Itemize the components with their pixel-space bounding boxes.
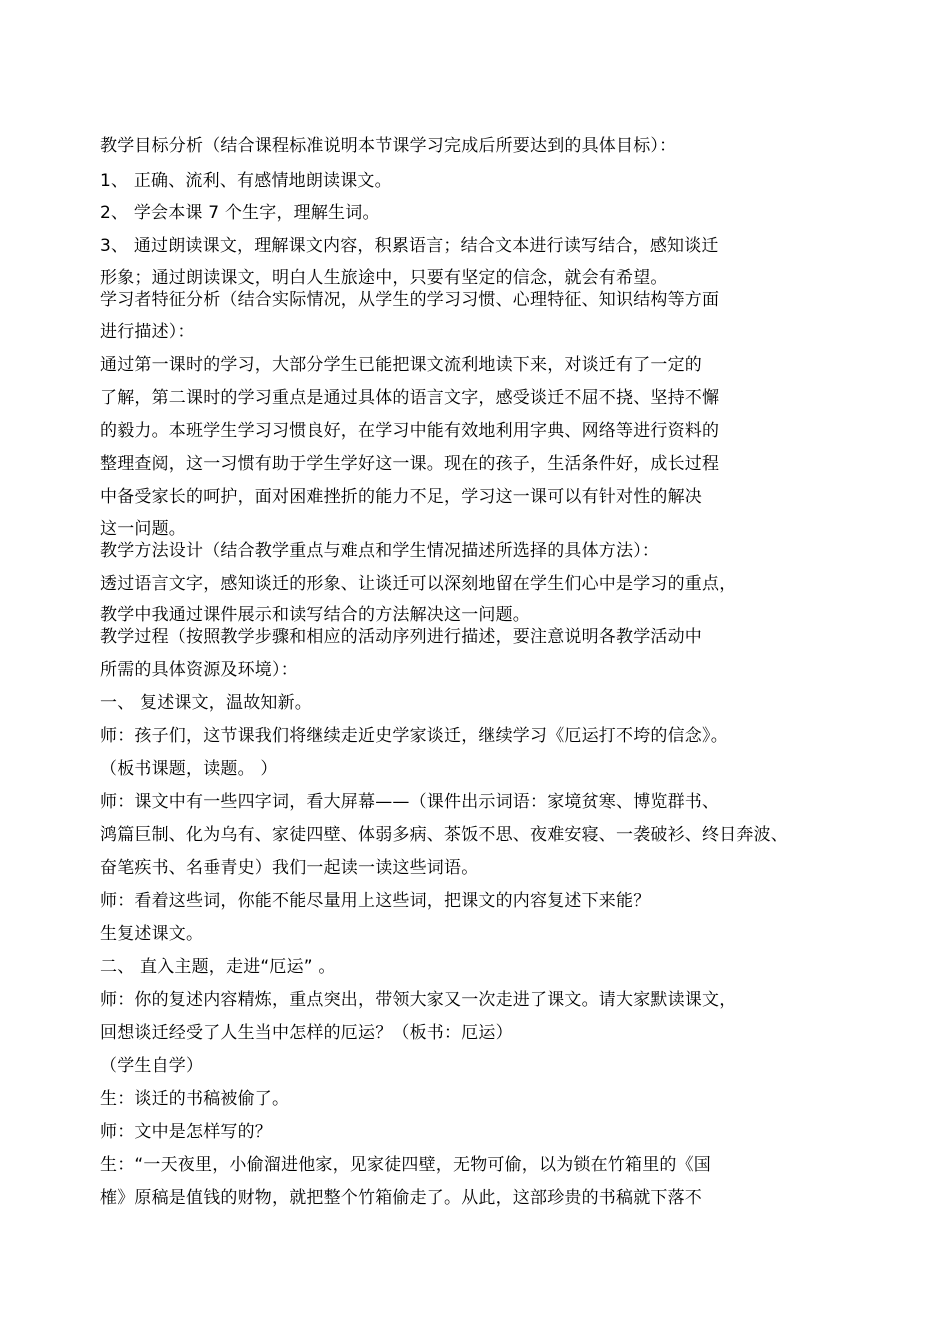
dialogue-line: 师：孩子们，这节课我们将继续走近史学家谈迁，继续学习《厄运打不垮的信念》。 bbox=[100, 726, 728, 746]
goal-item-3-cont: 形象；通过朗读课文，明白人生旅途中，只要有坚定的信念，就会有希望。 bbox=[100, 268, 668, 288]
heading-method-design: 教学方法设计（结合教学重点与难点和学生情况描述所选择的具体方法）： bbox=[100, 541, 660, 561]
heading-learner-analysis: 学习者特征分析（结合实际情况，从学生的学习习惯、心理特征、知识结构等方面 bbox=[100, 290, 720, 310]
goal-item-1: 1、 正确、流利、有感情地朗读课文。 bbox=[100, 171, 392, 191]
dialogue-line: 师：文中是怎样写的？ bbox=[100, 1122, 272, 1142]
dialogue-line: 师：看着这些词，你能不能尽量用上这些词，把课文的内容复述下来能？ bbox=[100, 891, 651, 911]
heading-teaching-process-cont: 所需的具体资源及环境）： bbox=[100, 660, 298, 680]
paragraph-line: 这一问题。 bbox=[100, 519, 186, 539]
dialogue-line: 鸿篇巨制、化为乌有、家徒四壁、体弱多病、茶饭不思、夜难安寝、一袭破衫、终日奔波、 bbox=[100, 825, 788, 845]
heading-learner-analysis-cont: 进行描述）： bbox=[100, 322, 195, 342]
paragraph-line: 整理查阅，这一习惯有助于学生学好这一课。现在的孩子，生活条件好，成长过程 bbox=[100, 454, 720, 474]
goal-item-2: 2、 学会本课 7 个生字，理解生词。 bbox=[100, 203, 380, 223]
goal-item-3: 3、 通过朗读课文，理解课文内容，积累语言；结合文本进行读写结合，感知谈迁 bbox=[100, 236, 719, 256]
section-1-title: 一、 复述课文，温故知新。 bbox=[100, 693, 313, 713]
heading-teaching-process: 教学过程（按照教学步骤和相应的活动序列进行描述，要注意说明各教学活动中 bbox=[100, 627, 702, 647]
dialogue-line: 生复述课文。 bbox=[100, 924, 204, 944]
paragraph-line: 通过第一课时的学习，大部分学生已能把课文流利地读下来，对谈迁有了一定的 bbox=[100, 355, 702, 375]
section-2-title: 二、 直入主题，走进“厄运” 。 bbox=[100, 957, 336, 977]
dialogue-line: 生：“一天夜里，小偷溜进他家，见家徒四壁，无物可偷，以为锁在竹箱里的《国 bbox=[100, 1155, 712, 1175]
dialogue-line: 奋笔疾书、名垂青史）我们一起读一读这些词语。 bbox=[100, 858, 479, 878]
dialogue-line: 榷》原稿是值钱的财物，就把整个竹箱偷走了。从此，这部珍贵的书稿就下落不 bbox=[100, 1188, 702, 1208]
dialogue-line: 师：课文中有一些四字词，看大屏幕——（课件出示词语：家境贫寒、博览群书、 bbox=[100, 792, 720, 812]
dialogue-line: 生：谈迁的书稿被偷了。 bbox=[100, 1089, 290, 1109]
dialogue-line: （学生自学） bbox=[100, 1056, 204, 1076]
dialogue-line: 师：你的复述内容精炼，重点突出，带领大家又一次走进了课文。请大家默读课文， bbox=[100, 990, 737, 1010]
heading-teaching-goals: 教学目标分析（结合课程标准说明本节课学习完成后所要达到的具体目标）： bbox=[100, 136, 677, 156]
paragraph-line: 中备受家长的呵护，面对困难挫折的能力不足，学习这一课可以有针对性的解决 bbox=[100, 487, 702, 507]
dialogue-line: （板书课题，读题。 ） bbox=[100, 759, 278, 779]
dialogue-line: 回想谈迁经受了人生当中怎样的厄运？（板书：厄运） bbox=[100, 1023, 513, 1043]
paragraph-line: 了解，第二课时的学习重点是通过具体的语言文字，感受谈迁不屈不挠、坚持不懈 bbox=[100, 388, 720, 408]
paragraph-line: 教学中我通过课件展示和读写结合的方法解决这一问题。 bbox=[100, 605, 530, 625]
paragraph-line: 的毅力。本班学生学习习惯良好，在学习中能有效地利用字典、网络等进行资料的 bbox=[100, 421, 720, 441]
paragraph-line: 透过语言文字，感知谈迁的形象、让谈迁可以深刻地留在学生们心中是学习的重点， bbox=[100, 574, 737, 594]
